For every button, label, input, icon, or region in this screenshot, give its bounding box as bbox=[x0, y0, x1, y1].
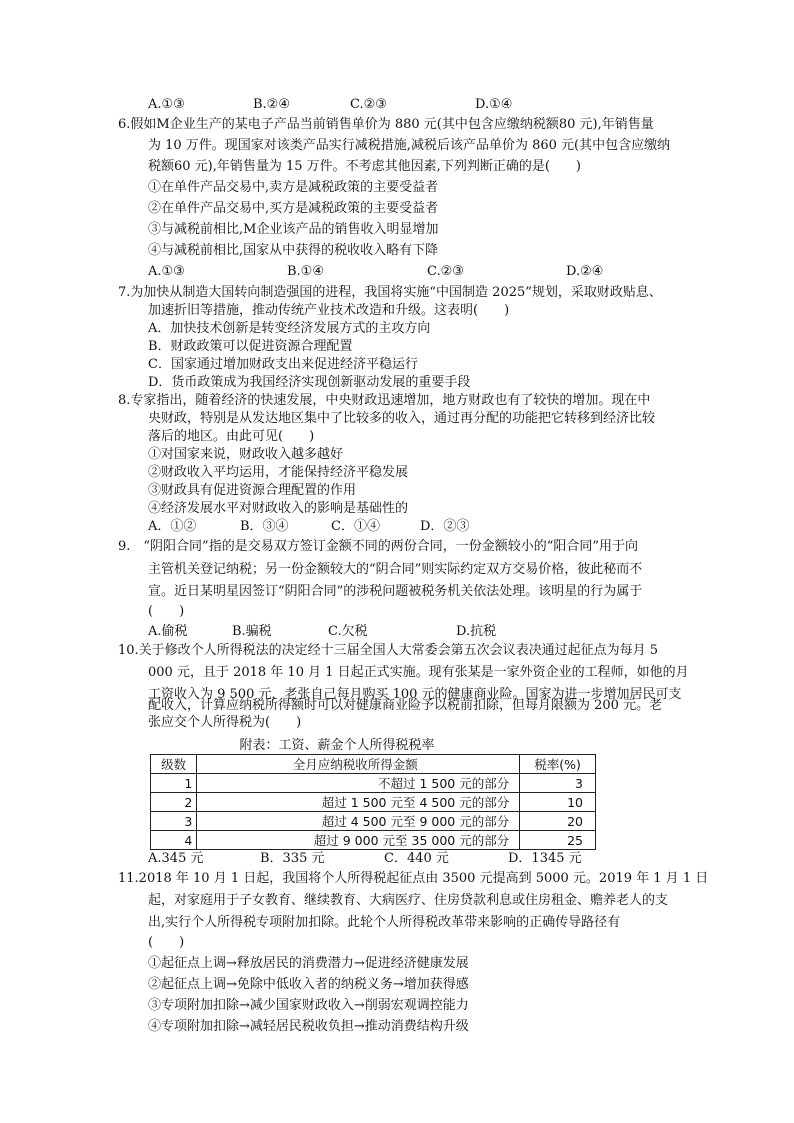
q9-stem-line-2: 主管机关登记纳税；另一份金额较大的“阴合同”则实际约定双方交易价格，彼此秘而不 bbox=[148, 562, 643, 577]
q8-options bbox=[148, 518, 488, 536]
q9-answer-blank: ( ) bbox=[148, 604, 185, 619]
q6-option-c[interactable]: C.②③ bbox=[427, 264, 464, 279]
q10-stem-line-4: 配收入，计算应纳税所得额时可以对健康商业险予以税前扣除，但每月限额为 200 元。老 bbox=[148, 698, 663, 713]
q8-stem-line-1: 8.专家指出，随着经济的快速发展，中央财政迅速增加，地方财政也有了较快的增加。现在中 bbox=[118, 393, 651, 408]
q8-statement-4: ④经济发展水平对财政收入的影响是基础性的 bbox=[148, 501, 409, 516]
q5-option-b[interactable]: B.②④ bbox=[253, 97, 290, 112]
q6-statement-3: ③与减税前相比,M企业该产品的销售收入明显增加 bbox=[148, 222, 439, 237]
q7-option-c[interactable]: C．国家通过增加财政支出来促进经济平稳运行 bbox=[148, 357, 418, 372]
q10-option-a[interactable]: A.345 元 bbox=[148, 851, 204, 866]
q11-stem-line-2: 起，对家庭用于子女教育、继续教育、大病医疗、住房贷款利息或住房租金、赡养老人的支 bbox=[148, 893, 669, 908]
row-rate: 25 bbox=[520, 831, 596, 850]
table-row bbox=[151, 793, 596, 812]
row-income-range: 不超过 1 500 元的部分 bbox=[197, 774, 520, 793]
q7-option-b[interactable]: B．财政政策可以促进资源合理配置 bbox=[148, 339, 353, 354]
header-level: 级数 bbox=[151, 755, 197, 774]
row-rate: 3 bbox=[520, 774, 596, 793]
row-income-range: 超过 4 500 元至 9 000 元的部分 bbox=[197, 812, 520, 831]
q7-option-d[interactable]: D．货币政策成为我国经济实现创新驱动发展的重要手段 bbox=[148, 375, 471, 390]
q8-statement-3: ③财政具有促进资源合理配置的作用 bbox=[148, 483, 357, 498]
header-income-range: 全月应纳税收所得金额 bbox=[197, 755, 520, 774]
q10-stem-line-3: 工资收入为 9 500 元，老张自己每月购买 100 元的健康商业险。国家为进一步增加居民可支 bbox=[148, 687, 682, 702]
row-income-range: 超过 1 500 元至 4 500 元的部分 bbox=[197, 793, 520, 812]
q5-option-a[interactable]: A.①③ bbox=[148, 97, 185, 112]
q11-stem-line-1: 11.2018 年 10 月 1 日起，我国将个人所得税起征点由 3500 元提高到 5000 元。2019 年 1 月 1 日 bbox=[118, 871, 709, 886]
q10-stem-line-5: 张应交个人所得税为( ) bbox=[148, 715, 302, 730]
q5-options bbox=[148, 96, 568, 114]
q8-option-b[interactable]: B．③④ bbox=[240, 519, 289, 534]
q6-option-b[interactable]: B.①④ bbox=[287, 264, 324, 279]
q8-option-c[interactable]: C．①④ bbox=[331, 519, 380, 534]
q9-stem-line-3: 宣。近日某明星因签订“阴阳合同”的涉税问题被税务机关依法处理。该明星的行为属于 bbox=[148, 584, 643, 599]
tax-rate-table bbox=[150, 754, 596, 850]
q6-statement-1: ①在单件产品交易中,卖方是减税政策的主要受益者 bbox=[148, 180, 439, 195]
q6-option-a[interactable]: A.①③ bbox=[148, 264, 185, 279]
row-level: 4 bbox=[151, 831, 197, 850]
q10-stem-line-1: 10.关于修改个人所得税法的决定经十三届全国人大常委会第五次会议表决通过起征点为每月 5 bbox=[118, 643, 659, 658]
q8-stem-line-2: 央财政，特别是从发达地区集中了比较多的收入，通过再分配的功能把它转移到经济比较 bbox=[148, 411, 656, 426]
q10-option-d[interactable]: D．1345 元 bbox=[508, 851, 582, 866]
q6-options bbox=[148, 263, 628, 281]
q10-options bbox=[148, 850, 588, 868]
q10-stem-line-2: 000 元，且于 2018 年 10 月 1 日起正式实施。现有张某是一家外资企业的工程师，如他的月 bbox=[148, 665, 689, 680]
q11-answer-blank: ( ) bbox=[148, 935, 185, 950]
q8-stem-line-3: 落后的地区。由此可见( ) bbox=[148, 429, 315, 444]
q9-option-c[interactable]: C.欠税 bbox=[328, 624, 368, 639]
row-level: 3 bbox=[151, 812, 197, 831]
q6-statement-4: ④与减税前相比,国家从中获得的税收收入略有下降 bbox=[148, 243, 439, 258]
tax-table-header-row bbox=[151, 755, 596, 774]
q8-option-a[interactable]: A．①② bbox=[148, 519, 197, 534]
q7-option-a[interactable]: A．加快技术创新是转变经济发展方式的主攻方向 bbox=[148, 321, 431, 336]
q11-stem-line-3: 出,实行个人所得税专项附加扣除。此轮个人所得税改革带来影响的正确传导路径有 bbox=[148, 915, 621, 930]
q10-option-b[interactable]: B．335 元 bbox=[260, 851, 325, 866]
q11-statement-3: ③专项附加扣除→减少国家财政收入→削弱宏观调控能力 bbox=[148, 998, 469, 1013]
table-row bbox=[151, 774, 596, 793]
row-level: 2 bbox=[151, 793, 197, 812]
q9-option-b[interactable]: B.骗税 bbox=[232, 624, 272, 639]
q8-statement-1: ①对国家来说，财政收入越多越好 bbox=[148, 447, 344, 462]
tax-table-title: 附表：工资、薪金个人所得税税率 bbox=[239, 738, 435, 753]
q6-statement-2: ②在单件产品交易中,买方是减税政策的主要受益者 bbox=[148, 201, 439, 216]
row-income-range: 超过 9 000 元至 35 000 元的部分 bbox=[197, 831, 520, 850]
q11-statement-1: ①起征点上调→释放居民的消费潜力→促进经济健康发展 bbox=[148, 956, 469, 971]
q6-stem-line-1: 6.假如M企业生产的某电子产品当前销售单价为 880 元(其中包含应缴纳税额80 元),年销售量 bbox=[118, 117, 654, 132]
q10-option-c[interactable]: C．440 元 bbox=[384, 851, 449, 866]
q5-option-c[interactable]: C.②③ bbox=[350, 97, 387, 112]
q11-statement-4: ④专项附加扣除→减轻居民税收负担→推动消费结构升级 bbox=[148, 1019, 469, 1034]
row-rate: 10 bbox=[520, 793, 596, 812]
table-row bbox=[151, 831, 596, 850]
table-row bbox=[151, 812, 596, 831]
row-rate: 20 bbox=[520, 812, 596, 831]
q5-option-d[interactable]: D.①④ bbox=[475, 97, 513, 112]
q9-option-d[interactable]: D.抗税 bbox=[456, 624, 497, 639]
q9-stem-line-1: 9. “阴阳合同”指的是交易双方签订金额不同的两份合同，一份金额较小的“阳合同”用于向 bbox=[118, 539, 638, 554]
q7-stem-line-1: 7.为加快从制造大国转向制造强国的进程，我国将实施“中国制造 2025”规划，采取财政贴息、 bbox=[118, 285, 662, 300]
q8-statement-2: ②财政收入平均运用，才能保持经济平稳发展 bbox=[148, 465, 409, 480]
q6-stem-line-3: 税额60 元),年销售量为 15 万件。不考虑其他因素,下列判断正确的是( ) bbox=[148, 159, 581, 174]
header-rate: 税率(%) bbox=[520, 755, 596, 774]
row-level: 1 bbox=[151, 774, 197, 793]
q7-stem-line-2: 加速折旧等措施，推动传统产业技术改造和升级。这表明( ) bbox=[148, 303, 510, 318]
q8-option-d[interactable]: D．②③ bbox=[420, 519, 470, 534]
q9-option-a[interactable]: A.偷税 bbox=[148, 624, 188, 639]
q6-option-d[interactable]: D.②④ bbox=[566, 264, 604, 279]
q11-statement-2: ②起征点上调→免除中低收入者的纳税义务→增加获得感 bbox=[148, 977, 469, 992]
q9-options bbox=[148, 623, 508, 641]
q6-stem-line-2: 为 10 万件。现国家对该类产品实行减税措施,减税后该产品单价为 860 元(其中包含应缴纳 bbox=[148, 138, 671, 153]
